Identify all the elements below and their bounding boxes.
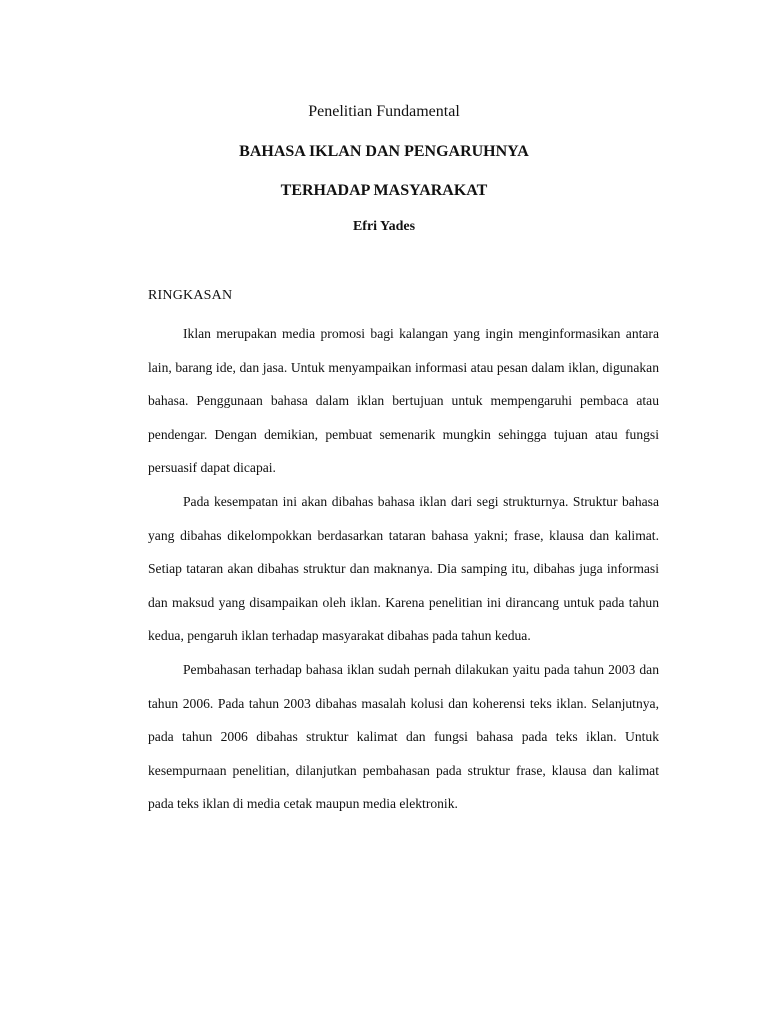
- document-author: Efri Yades: [352, 219, 416, 234]
- abstract-paragraph-1: Iklan merupakan media promosi bagi kalangan yang ingin menginformasikan antara lain, barang ide, dan jasa. Untuk menyampaikan informasi atau pesan dalam iklan, digunakan bahasa. Penggunaan bahasa dalam iklan bertujuan untuk mempengaruhi pembaca atau pendengar. Dengan demikian, pembuat semenarik mungkin sehingga tujuan atau fungsi persuasif dapat dicapai.: [148, 326, 659, 476]
- abstract-paragraph-2: Pada kesempatan ini akan dibahas bahasa iklan dari segi strukturnya. Struktur bahasa yang dibahas dikelompokkan berdasarkan tataran bahasa yakni; frase, klausa dan kalimat. Setiap tataran akan dibahas struktur dan maknanya. Dia samping itu, dibahas juga informasi dan maksud yang disampaikan oleh iklan. Karena penelitian ini dirancang untuk pada tahun kedua, pengaruh iklan terhadap masyarakat dibahas pada tahun kedua.: [148, 493, 659, 644]
- section-heading: RINGKASAN: [148, 288, 233, 303]
- document-title-line-1: BAHASA IKLAN DAN PENGARUHNYA: [239, 143, 529, 160]
- abstract-paragraph-3: Pembahasan terhadap bahasa iklan sudah pernah dilakukan yaitu pada tahun 2003 dan tahun 2006. Pada tahun 2003 dibahas masalah kolusi dan koherensi teks iklan. Selanjutnya, pada tahun 2006 dibahas struktur kalimat dan fungsi bahasa pada teks iklan. Untuk kesempurnaan penelitian, dilanjutkan pembahasan pada struktur frase, klausa dan kalimat pada teks iklan di media cetak maupun media elektronik.: [148, 661, 659, 812]
- document-title-line-2: TERHADAP MASYARAKAT: [280, 182, 488, 199]
- document-subtitle: Penelitian Fundamental: [308, 103, 460, 120]
- abstract-body: [148, 317, 659, 821]
